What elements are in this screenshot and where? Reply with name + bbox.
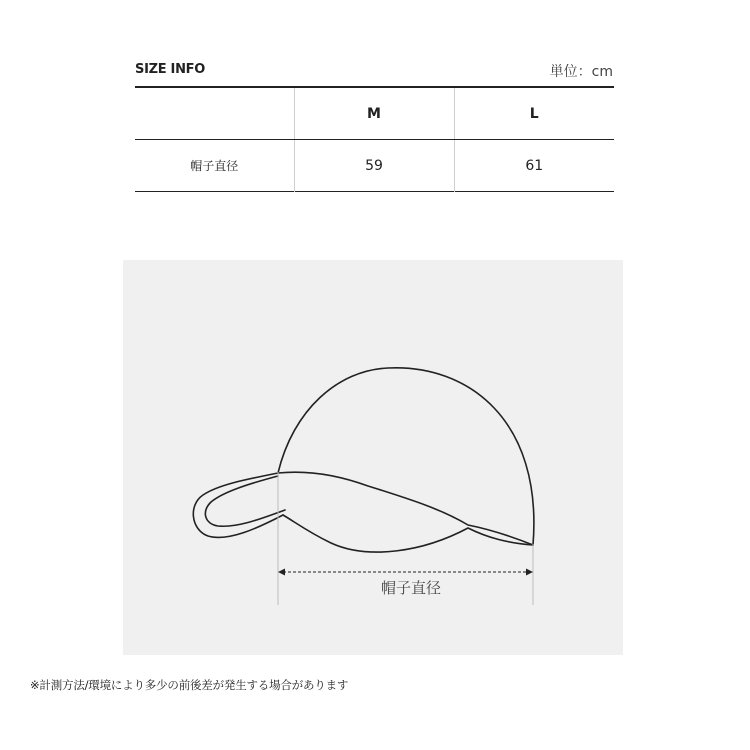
diagram-panel: [123, 260, 623, 655]
footnote: ※計測方法/環境により多少の前後差が発生する場合があります: [30, 678, 349, 692]
table-header-l: L: [454, 87, 614, 140]
cell-l: 61: [454, 140, 614, 192]
size-table: [135, 86, 614, 192]
table-row: [135, 140, 614, 192]
unit-label: 単位：cm: [549, 64, 613, 80]
table-header-row: [135, 87, 614, 140]
measure-label: 帽子直径: [380, 579, 441, 597]
table-header-blank: [135, 87, 294, 140]
table-header-m: M: [294, 87, 454, 140]
cell-m: 59: [294, 140, 454, 192]
row-label: 帽子直径: [190, 159, 239, 173]
size-info-title: SIZE INFO: [135, 62, 205, 77]
